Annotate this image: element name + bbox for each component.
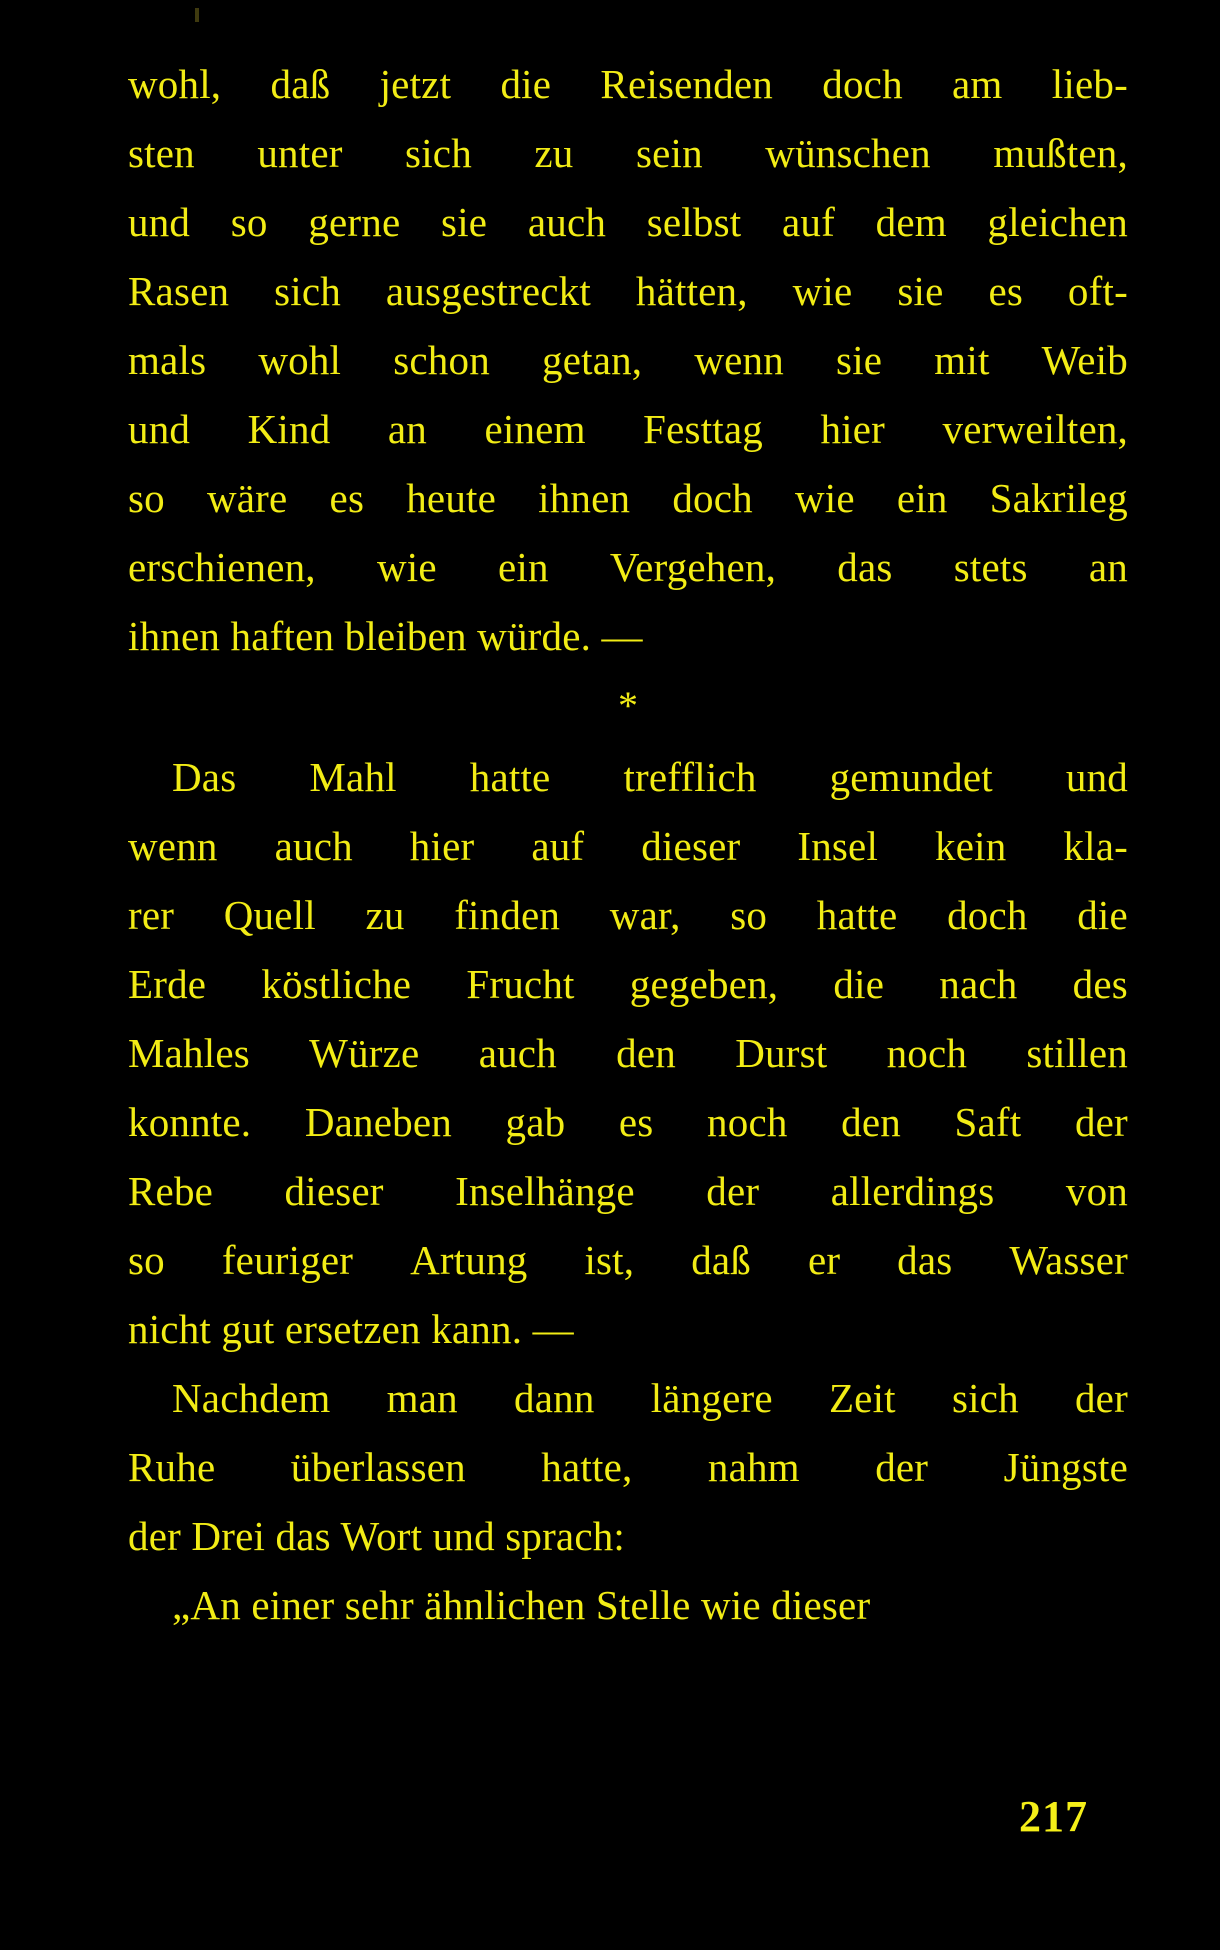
word: und (128, 406, 191, 452)
paragraph-quote (128, 1571, 1128, 1640)
word: gerne (308, 199, 401, 245)
text-line (128, 950, 1128, 1019)
word: hatte (469, 754, 551, 800)
word: selbst (646, 199, 742, 245)
word: auf (782, 199, 835, 245)
word: Zeit (828, 1375, 896, 1421)
word: den (841, 1099, 901, 1145)
word: Sakrileg (989, 475, 1128, 521)
word: auch (274, 823, 353, 869)
word: ihnen (538, 475, 631, 521)
word: Würze (309, 1030, 420, 1076)
word: kla- (1063, 823, 1128, 869)
word: kein (935, 823, 1007, 869)
word: wie (376, 544, 437, 590)
word: so (128, 475, 165, 521)
word: konnte. (128, 1099, 252, 1145)
word: sie (897, 268, 944, 314)
word: gleichen (987, 199, 1128, 245)
word: auch (527, 199, 607, 245)
word: nach (939, 961, 1018, 1007)
word: sie (441, 199, 488, 245)
word: mußten, (993, 130, 1128, 176)
word: doch (822, 61, 903, 107)
word: Quell (223, 892, 316, 938)
word: Vergehen, (609, 544, 777, 590)
text-line: ihnen haften bleiben würde. — (128, 613, 643, 659)
text-line: nicht gut ersetzen kann. — (128, 1306, 574, 1352)
word: erschienen, (128, 544, 316, 590)
paragraph-continued (128, 50, 1128, 671)
word: Rasen (128, 268, 230, 314)
word: doch (672, 475, 753, 521)
word: feuriger (221, 1237, 354, 1283)
word: auch (478, 1030, 557, 1076)
word: stets (953, 544, 1028, 590)
word: getan, (542, 337, 643, 383)
word: sten (128, 130, 195, 176)
text-line (128, 257, 1128, 326)
word: Wasser (1009, 1237, 1128, 1283)
word: die (1077, 892, 1128, 938)
word: der (875, 1444, 929, 1490)
text-line (128, 464, 1128, 533)
word: hier (409, 823, 475, 869)
word: doch (947, 892, 1028, 938)
word: wohl (258, 337, 342, 383)
text-line (128, 743, 1128, 812)
text-line (128, 812, 1128, 881)
word: am (952, 61, 1003, 107)
word: sich (274, 268, 341, 314)
word: von (1065, 1168, 1128, 1214)
word: hätten, (635, 268, 748, 314)
word: köstliche (261, 961, 412, 1007)
text-line (128, 395, 1128, 464)
word: noch (707, 1099, 788, 1145)
word: den (616, 1030, 676, 1076)
word: gemundet (829, 754, 993, 800)
word: Insel (797, 823, 879, 869)
word: noch (886, 1030, 968, 1076)
word: so (730, 892, 768, 938)
word: trefflich (623, 754, 757, 800)
word: daß (270, 61, 331, 107)
word: und (1065, 754, 1128, 800)
word: Nachdem (172, 1375, 331, 1421)
word: der (1074, 1375, 1128, 1421)
word: auf (531, 823, 585, 869)
text-line: der Drei das Wort und sprach: (128, 1513, 626, 1559)
word: jetzt (379, 61, 452, 107)
word: des (1072, 961, 1128, 1007)
text-line (128, 1088, 1128, 1157)
word: Ruhe (128, 1444, 216, 1490)
word: es (988, 268, 1023, 314)
word: wie (792, 268, 853, 314)
word: daß (691, 1237, 751, 1283)
word: sich (405, 130, 472, 176)
page-text-block (128, 50, 1128, 1640)
word: das (897, 1237, 953, 1283)
word: zu (534, 130, 574, 176)
scan-artifact-speck (195, 8, 199, 22)
word: sein (635, 130, 703, 176)
word: dem (875, 199, 947, 245)
section-separator: * (618, 683, 638, 728)
word: es (618, 1099, 654, 1145)
word: längere (650, 1375, 773, 1421)
word: die (833, 961, 885, 1007)
text-line (128, 1019, 1128, 1088)
text-line (128, 50, 1128, 119)
paragraph-meal (128, 743, 1128, 1364)
word: sie (836, 337, 883, 383)
word: heute (406, 475, 497, 521)
word: er (807, 1237, 841, 1283)
word: Reisenden (600, 61, 773, 107)
word: ein (498, 544, 549, 590)
text-line (128, 188, 1128, 257)
word: nahm (707, 1444, 800, 1490)
word: Kind (247, 406, 331, 452)
word: hier (820, 406, 886, 452)
word: ein (896, 475, 948, 521)
word: wenn (694, 337, 784, 383)
word: dieser (284, 1168, 384, 1214)
word: die (500, 61, 552, 107)
word: lieb- (1051, 61, 1128, 107)
word: einem (484, 406, 586, 452)
word: wie (794, 475, 855, 521)
word: Daneben (304, 1099, 452, 1145)
word: verweilten, (942, 406, 1128, 452)
text-line (128, 1226, 1128, 1295)
word: zu (365, 892, 405, 938)
word: Festtag (643, 406, 763, 452)
word: rer (128, 892, 175, 938)
word: wäre (206, 475, 288, 521)
word: Das (172, 754, 237, 800)
word: sich (951, 1375, 1019, 1421)
word: dann (514, 1375, 595, 1421)
text-line (128, 326, 1128, 395)
word: schon (393, 337, 490, 383)
word: wünschen (765, 130, 931, 176)
word: das (837, 544, 893, 590)
word: Rebe (128, 1168, 214, 1214)
word: war, (609, 892, 681, 938)
word: Artung (410, 1237, 528, 1283)
word: wenn (128, 823, 218, 869)
word: ausgestreckt (385, 268, 591, 314)
text-line (128, 1364, 1128, 1433)
word: mals (128, 337, 207, 383)
word: Frucht (466, 961, 575, 1007)
word: so (128, 1237, 165, 1283)
word: allerdings (830, 1168, 995, 1214)
word: überlassen (290, 1444, 466, 1490)
word: wohl, (128, 61, 222, 107)
word: unter (257, 130, 343, 176)
word: Weib (1041, 337, 1128, 383)
word: oft- (1067, 268, 1128, 314)
word: man (386, 1375, 458, 1421)
word: an (1088, 544, 1128, 590)
word: finden (454, 892, 561, 938)
word: Jüngste (1003, 1444, 1128, 1490)
word: Saft (954, 1099, 1022, 1145)
word: der (1074, 1099, 1128, 1145)
text-line (128, 119, 1128, 188)
word: und (128, 199, 191, 245)
word: mit (934, 337, 990, 383)
word: ist, (584, 1237, 635, 1283)
text-line (128, 881, 1128, 950)
word: Inselhänge (455, 1168, 635, 1214)
paragraph-rest (128, 1364, 1128, 1571)
word: stillen (1026, 1030, 1128, 1076)
word: Mahl (309, 754, 397, 800)
word: dieser (641, 823, 741, 869)
text-line: „An einer sehr ähnlichen Stelle wie dieser (172, 1582, 871, 1628)
text-line (128, 1157, 1128, 1226)
text-line (128, 1433, 1128, 1502)
page-number: 217 (1019, 1792, 1088, 1841)
word: hatte (816, 892, 898, 938)
word: Erde (128, 961, 207, 1007)
text-line (128, 533, 1128, 602)
word: hatte, (541, 1444, 633, 1490)
word: an (387, 406, 427, 452)
word: Durst (735, 1030, 828, 1076)
word: gegeben, (629, 961, 779, 1007)
word: es (329, 475, 365, 521)
word: so (230, 199, 268, 245)
word: Mahles (128, 1030, 250, 1076)
word: der (706, 1168, 760, 1214)
word: gab (505, 1099, 566, 1145)
